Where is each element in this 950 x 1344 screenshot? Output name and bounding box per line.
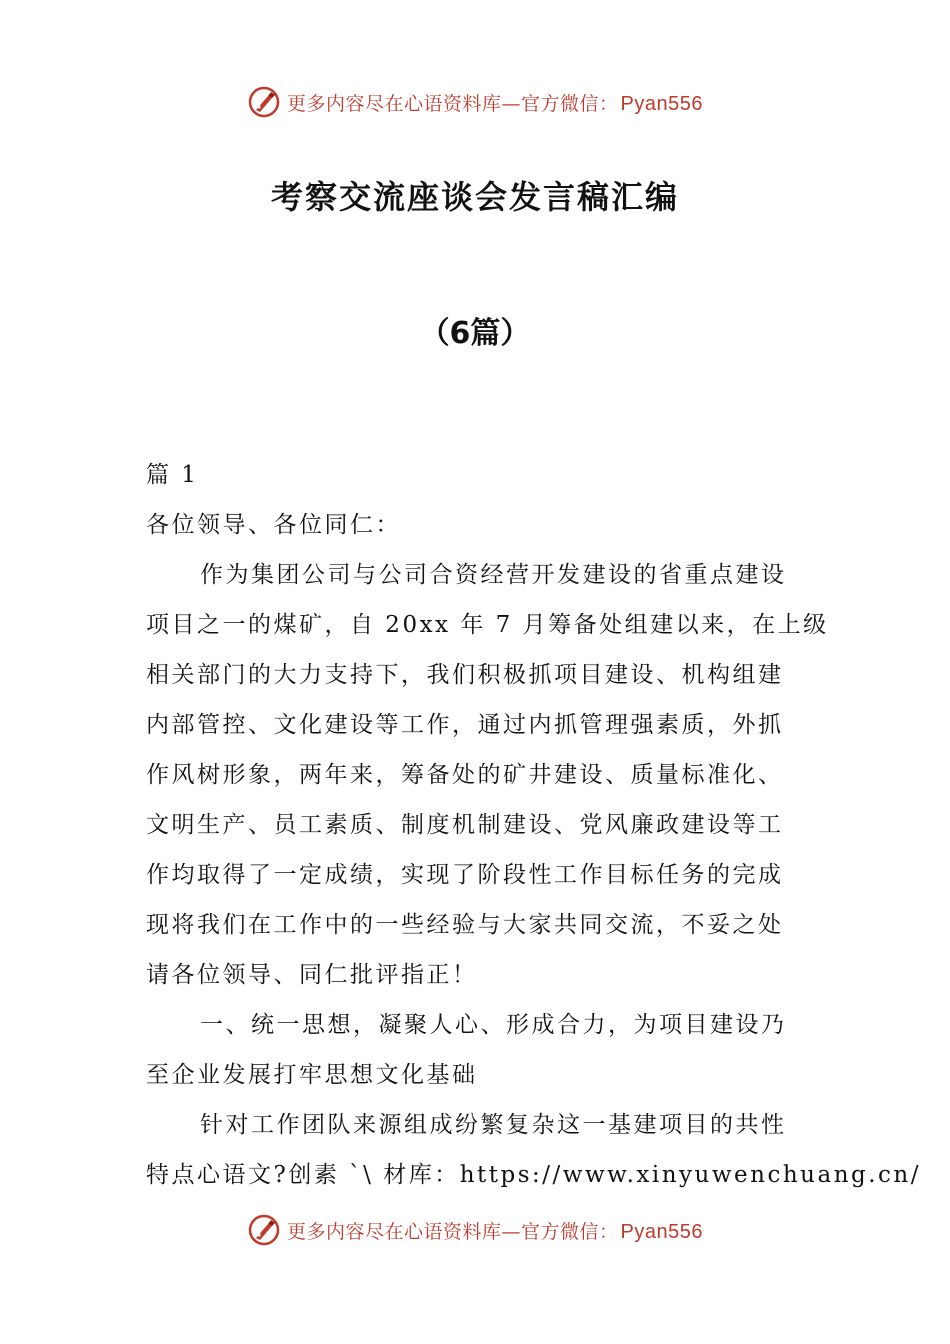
footer-banner xyxy=(0,1210,950,1250)
paragraph-line: 作风树形象，两年来，筹备处的矿井建设、质量标准化、 xyxy=(146,762,784,788)
section-title-line: 一、统一思想，凝聚人心、形成合力，为项目建设乃 xyxy=(200,1012,787,1038)
section-title-line: 至企业发展打牢思想文化基础 xyxy=(146,1062,478,1088)
wechat-id: Pyan556 xyxy=(620,1220,703,1243)
paragraph-line: 作均取得了一定成绩，实现了阶段性工作目标任务的完成 xyxy=(146,862,784,888)
salutation: 各位领导、各位同仁： xyxy=(146,512,401,538)
header-banner xyxy=(0,82,950,122)
banner-text: 更多内容尽在心语资料库—官方微信： Pyan556 xyxy=(287,92,703,115)
paragraph-line: 特点心语文?创素 `\ 材库：https://www.xinyuwenchuang.cn/ xyxy=(146,1162,921,1188)
paragraph-line: 请各位领导、同仁批评指正！ xyxy=(146,962,478,988)
paragraph-line: 作为集团公司与公司合资经营开发建设的省重点建设 xyxy=(200,562,787,588)
pen-nib-logo-icon xyxy=(247,1213,281,1247)
pen-nib-logo-icon xyxy=(247,85,281,119)
paragraph-line: 现将我们在工作中的一些经验与大家共同交流，不妥之处 xyxy=(146,912,784,938)
paragraph-line: 项目之一的煤矿，自 20xx 年 7 月筹备处组建以来，在上级 xyxy=(146,612,829,638)
section-heading: 篇 1 xyxy=(146,462,199,488)
paragraph-line: 相关部门的大力支持下，我们积极抓项目建设、机构组建 xyxy=(146,662,784,688)
wechat-id: Pyan556 xyxy=(620,92,703,115)
banner-text: 更多内容尽在心语资料库—官方微信： Pyan556 xyxy=(287,1220,703,1243)
paragraph-line: 内部管控、文化建设等工作，通过内抓管理强素质，外抓 xyxy=(146,712,784,738)
document-title: 考察交流座谈会发言稿汇编 xyxy=(270,178,679,216)
document-subtitle: （6篇） xyxy=(419,316,531,351)
paragraph-line: 针对工作团队来源组成纷繁复杂这一基建项目的共性 xyxy=(200,1112,787,1138)
paragraph-line: 文明生产、员工素质、制度机制建设、党风廉政建设等工 xyxy=(146,812,784,838)
document-body xyxy=(146,450,921,1200)
